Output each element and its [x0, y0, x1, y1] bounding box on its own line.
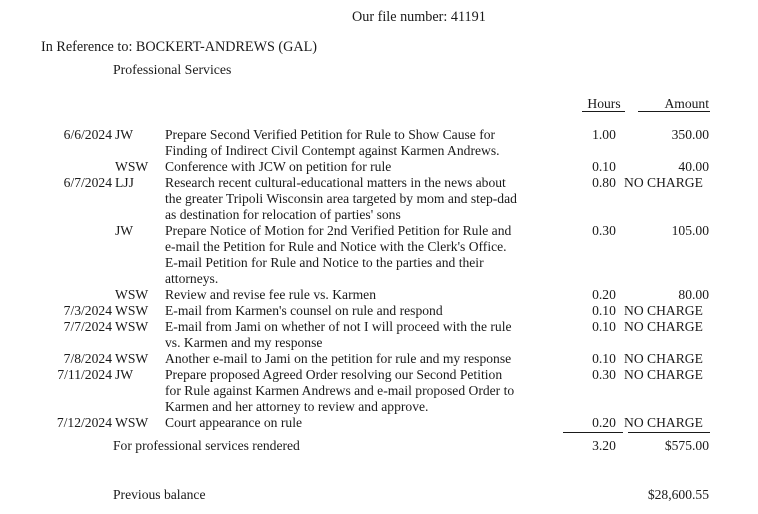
previous-balance-amount: $28,600.55 [647, 487, 709, 502]
matter-reference: In Reference to: BOCKERT-ANDREWS (GAL) [41, 39, 318, 55]
description-line: E-mail Petition for Rule and Notice to the parties and their [165, 255, 484, 270]
entry-description [165, 319, 565, 351]
entry-hours: 0.20 [592, 415, 616, 430]
entry-description [165, 159, 565, 175]
entry-hours: 0.10 [592, 351, 616, 366]
total-label: For professional services rendered [113, 438, 300, 453]
entry-initials: WSW [115, 351, 149, 366]
total-hours: 3.20 [592, 438, 616, 453]
entry-amount: 105.00 [671, 223, 709, 238]
entry-hours: 0.20 [592, 287, 616, 302]
entry-description [165, 175, 565, 223]
description-line: for Rule against Karmen Andrews and e-mail proposed Order to [165, 383, 515, 398]
entry-initials: LJJ [115, 175, 134, 190]
entry-description [165, 287, 565, 303]
entry-hours: 0.10 [592, 319, 616, 334]
entry-hours: 0.80 [592, 175, 616, 190]
description-line: Review and revise fee rule vs. Karmen [165, 287, 376, 302]
hours-header-underline [582, 111, 625, 112]
entry-no-charge: NO CHARGE [624, 319, 703, 334]
description-line: E-mail from Karmen's counsel on rule and respond [165, 303, 443, 318]
entry-initials: WSW [115, 303, 149, 318]
description-line: Another e-mail to Jami on the petition for rule and my response [165, 351, 512, 366]
entry-amount: 350.00 [671, 127, 709, 142]
amount-header-underline [638, 111, 710, 112]
entry-date: 7/8/2024 [63, 351, 112, 366]
entry-hours: 0.30 [592, 367, 616, 382]
entry-no-charge: NO CHARGE [624, 175, 703, 190]
entry-initials: WSW [115, 415, 149, 430]
description-line: attorneys. [165, 271, 219, 286]
description-line: Finding of Indirect Civil Contempt against Karmen Andrews. [165, 143, 500, 158]
entry-date: 6/7/2024 [63, 175, 112, 190]
description-line: as destination for relocation of parties' sons [165, 207, 401, 222]
entry-hours: 0.30 [592, 223, 616, 238]
total-amount: $575.00 [664, 438, 709, 453]
section-title: Professional Services [113, 62, 232, 77]
hours-total-rule [563, 432, 623, 433]
entry-amount: 80.00 [678, 287, 709, 302]
description-line: Court appearance on rule [165, 415, 303, 430]
amount-total-rule [628, 432, 710, 433]
entry-initials: JW [115, 127, 134, 142]
entry-date: 7/7/2024 [63, 319, 112, 334]
entry-amount: 40.00 [678, 159, 709, 174]
previous-balance-label: Previous balance [113, 487, 206, 502]
description-line: Prepare proposed Agreed Order resolving our Second Petition [165, 367, 503, 382]
description-line: e-mail the Petition for Rule and Notice with the Clerk's Office. [165, 239, 507, 254]
entry-no-charge: NO CHARGE [624, 351, 703, 366]
entry-date: 7/3/2024 [63, 303, 112, 318]
entry-hours: 0.10 [592, 159, 616, 174]
entry-date: 7/12/2024 [56, 415, 112, 430]
entry-date: 6/6/2024 [63, 127, 112, 142]
description-line: the greater Tripoli Wisconsin area targeted by mom and step-dad [165, 191, 517, 206]
entry-hours: 0.10 [592, 303, 616, 318]
entry-description [165, 223, 565, 287]
entry-description [165, 127, 565, 159]
entry-no-charge: NO CHARGE [624, 367, 703, 382]
entry-initials: JW [115, 223, 134, 238]
entry-initials: JW [115, 367, 134, 382]
amount-column-header: Amount [664, 96, 709, 111]
entry-description [165, 367, 565, 415]
entry-date: 7/11/2024 [57, 367, 112, 382]
entry-initials: WSW [115, 159, 149, 174]
description-line: Prepare Notice of Motion for 2nd Verified Petition for Rule and [165, 223, 512, 238]
description-line: Prepare Second Verified Petition for Rule to Show Cause for [165, 127, 496, 142]
description-line: Research recent cultural-educational matters in the news about [165, 175, 506, 190]
entry-description [165, 415, 565, 431]
entry-no-charge: NO CHARGE [624, 303, 703, 318]
entry-hours: 1.00 [592, 127, 616, 142]
description-line: Karmen and her attorney to review and approve. [165, 399, 429, 414]
entry-initials: WSW [115, 319, 149, 334]
entry-no-charge: NO CHARGE [624, 415, 703, 430]
description-line: Conference with JCW on petition for rule [165, 159, 392, 174]
entry-description [165, 351, 565, 367]
description-line: E-mail from Jami on whether of not I will proceed with the rule [165, 319, 512, 334]
entry-description [165, 303, 565, 319]
entry-initials: WSW [115, 287, 149, 302]
description-line: vs. Karmen and my response [165, 335, 323, 350]
file-number: Our file number: 41191 [352, 9, 486, 25]
hours-column-header: Hours [587, 96, 621, 111]
